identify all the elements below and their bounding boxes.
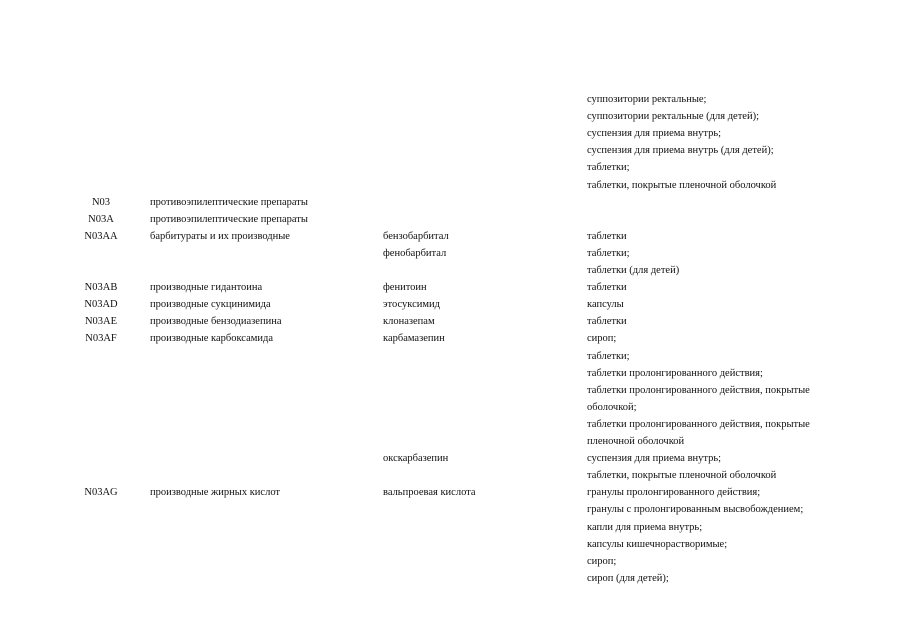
dosage-form-cell: гранулы с пролонгированным высвобождением; [587,504,804,516]
group-name-cell: производные карбоксамида [150,333,274,345]
drug-name-cell: фенобарбитал [383,247,447,259]
atc-code-cell: N03AG [84,487,118,499]
table-row [0,365,905,382]
table-row [0,484,905,501]
table-row [0,159,905,176]
dosage-form-cell: таблетки пролонгированного действия; [587,367,763,379]
table-row [0,313,905,330]
atc-code-cell: N03 [91,196,111,208]
atc-code-cell: N03AB [84,282,118,294]
dosage-form-cell: сироп; [587,555,617,567]
table-row [0,553,905,570]
table-row [0,399,905,416]
dosage-form-cell: таблетки [587,282,627,294]
table-row [0,194,905,211]
dosage-form-cell: суппозитории ректальные; [587,94,707,105]
table-row [0,262,905,279]
drug-name-cell: этосуксимид [383,299,440,311]
table-row [0,348,905,365]
dosage-form-cell: таблетки пролонгированного действия, покрытые [587,418,810,430]
table-row [0,467,905,484]
drug-name-cell: клоназепам [383,316,435,328]
table-row [0,211,905,228]
dosage-form-cell: таблетки; [587,350,630,362]
table-row [0,382,905,399]
group-name-cell: барбитураты и их производные [150,230,290,242]
atc-code-cell: N03AD [84,299,118,311]
table-row [0,177,905,194]
dosage-form-cell: сироп (для детей); [587,572,669,584]
atc-code-cell: N03A [88,213,114,225]
table-row [0,296,905,313]
table-row [0,245,905,262]
dosage-form-cell: таблетки; [587,247,630,259]
dosage-form-cell: пленочной оболочкой [587,436,685,447]
dosage-form-cell: таблетки пролонгированного действия, покрытые [587,384,810,396]
table-row [0,142,905,159]
dosage-form-cell: капсулы [587,299,624,311]
table-row [0,91,905,108]
drug-name-cell: вальпроевая кислота [383,487,476,499]
table-row [0,108,905,125]
table-row [0,433,905,450]
dosage-form-cell: таблетки, покрытые пленочной оболочкой [587,179,777,191]
group-name-cell: противоэпилептические препараты [150,196,308,208]
dosage-form-cell: суппозитории ректальные (для детей); [587,111,759,123]
drug-name-cell: карбамазепин [383,333,445,345]
dosage-form-cell: оболочкой; [587,401,637,413]
table-row [0,450,905,467]
atc-code-cell: N03AE [84,316,118,328]
dosage-form-cell: суспензия для приема внутрь; [587,453,722,465]
dosage-form-cell: капли для приема внутрь; [587,521,703,533]
atc-code-cell: N03AF [85,333,117,345]
table-row [0,279,905,296]
group-name-cell: противоэпилептические препараты [150,213,308,225]
drug-name-cell: бензобарбитал [383,230,449,242]
atc-code-cell: N03AA [84,230,118,242]
table-row [0,125,905,142]
dosage-form-cell: капсулы кишечнорастворимые; [587,538,728,550]
dosage-form-cell: таблетки [587,230,627,242]
dosage-form-cell: суспензия для приема внутрь (для детей); [587,145,774,157]
table-row [0,228,905,245]
dosage-form-cell: таблетки (для детей) [587,265,680,276]
table-row [0,536,905,553]
table-row [0,416,905,433]
dosage-form-cell: гранулы пролонгированного действия; [587,487,761,499]
dosage-form-cell: таблетки [587,316,627,328]
table-row [0,519,905,536]
table-row [0,330,905,347]
dosage-form-cell: суспензия для приема внутрь; [587,128,722,140]
group-name-cell: производные жирных кислот [150,487,281,499]
table-row [0,570,905,587]
group-name-cell: производные бензодиазепина [150,316,282,328]
table-row [0,501,905,518]
group-name-cell: производные сукцинимида [150,299,271,311]
drug-name-cell: окскарбазепин [383,453,449,465]
dosage-form-cell: сироп; [587,333,617,345]
dosage-form-cell: таблетки; [587,162,630,174]
dosage-form-cell: таблетки, покрытые пленочной оболочкой [587,470,777,482]
drug-name-cell: фенитоин [383,282,427,294]
group-name-cell: производные гидантоина [150,282,263,294]
